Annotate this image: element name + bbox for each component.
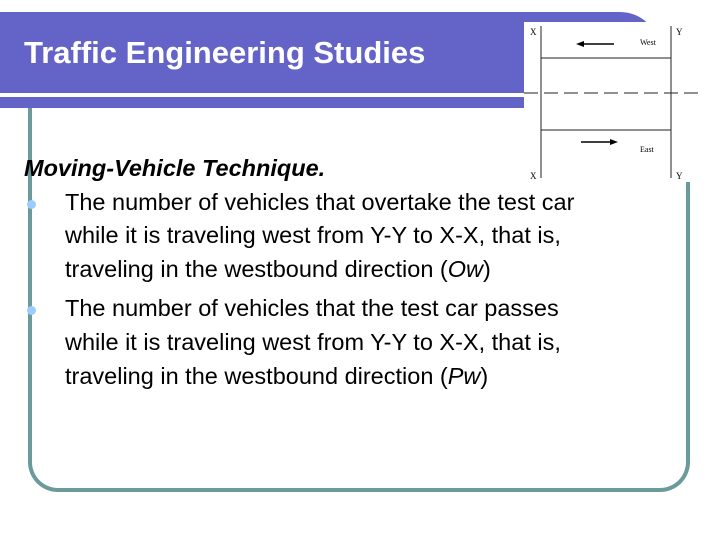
x-label-top: X xyxy=(530,27,537,37)
bullet-end: ) xyxy=(480,362,489,389)
bullet-dot-icon xyxy=(27,306,36,315)
bullet-end: ) xyxy=(483,255,491,282)
bullet-item xyxy=(24,292,585,393)
bullet-variable: Ow xyxy=(447,255,483,282)
y-label-top: Y xyxy=(676,27,683,37)
east-label: East xyxy=(640,145,654,154)
west-arrow-icon xyxy=(576,41,614,47)
slide-body xyxy=(24,152,585,393)
x-label-bottom: X xyxy=(530,171,537,181)
section-heading: Moving-Vehicle Technique. xyxy=(24,155,326,181)
west-label: West xyxy=(640,38,656,47)
bullet-text: The number of vehicles that the test car passes while it is traveling west from Y-Y to X-X, that is, traveling in the westbound direction ( xyxy=(65,295,561,389)
slide-title: Traffic Engineering Studies xyxy=(24,35,426,70)
bullet-item xyxy=(24,186,585,287)
title-band-stripe xyxy=(0,97,600,108)
y-label-bottom: Y xyxy=(676,171,683,181)
bullet-text: The number of vehicles that overtake the test car while it is traveling west from Y-Y to X-X, that is, traveling in the westbound direction ( xyxy=(65,188,575,282)
east-arrow-icon xyxy=(581,139,618,145)
bullet-variable: Pw xyxy=(447,362,481,389)
bullet-dot-icon xyxy=(27,200,36,209)
